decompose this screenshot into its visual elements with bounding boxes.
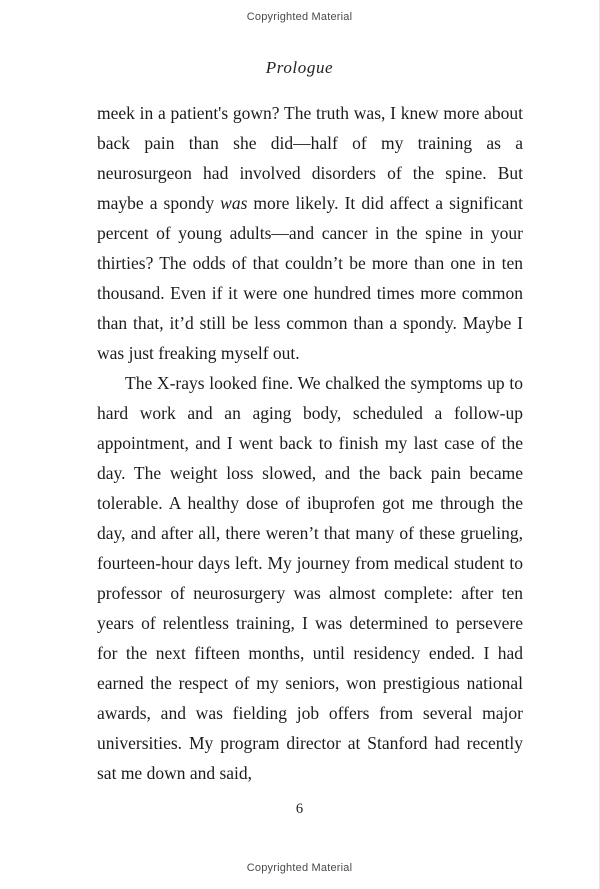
- body-text: [97, 98, 523, 788]
- chapter-title: Prologue: [265, 58, 334, 77]
- paragraph: [97, 368, 523, 788]
- paragraph: [97, 98, 523, 368]
- text-segment: meek in a patient's gown? The truth was, I knew more about back pain than she did—half of my training as a neurosurgeon had involved disorders of the spine. But maybe a spondy: [97, 103, 523, 213]
- text-segment: The X-rays looked fine. We chalked the symptoms up to hard work and an aging body, scheduled a follow-up appointment, and I went back to finish my last case of the day. The weight loss slowed, and the back pain became tolerable. A healthy dose of ibuprofen got me through the day, and after all, there weren’t that many of these grueling, fourteen-hour days left. My journey from medical student to professor of neurosurgery was almost complete: after ten years of relentless training, I was determined to persevere for the next fifteen months, until residency ended. I had earned the respect of my seniors, won prestigious national awards, and was fielding job offers from several major universities. My program director at Stanford had recently sat me down and said,: [97, 373, 523, 783]
- copyright-notice-bottom: Copyrighted Material: [246, 862, 353, 874]
- page-number: 6: [295, 801, 304, 817]
- italic-text-segment: was: [220, 193, 248, 213]
- text-segment: more likely. It did affect a significant percent of young adults—and cancer in the spine in your thirties? The odds of that couldn’t be more than one in ten thousand. Even if it were one hundred times more common than that, it’d still be less common than a spondy. Maybe I was just freaking myself out.: [97, 193, 523, 363]
- copyright-notice-top: Copyrighted Material: [246, 11, 353, 23]
